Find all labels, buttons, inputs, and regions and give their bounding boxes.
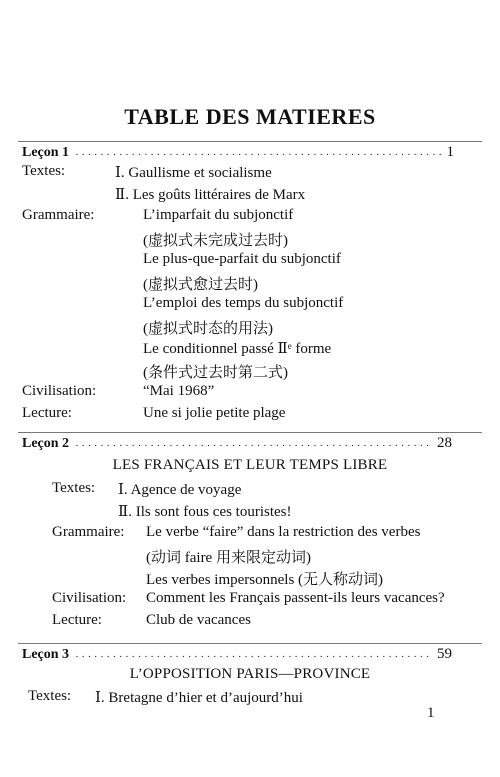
page-number: 1 <box>427 705 435 721</box>
lesson-1-civilisation: “Mai 1968” <box>143 383 215 399</box>
lesson-1-grammar-3: Le plus-que-parfait du subjonctif <box>143 251 341 267</box>
civilisation-label: Civilisation: <box>22 383 97 399</box>
lesson-3-text-1: Ⅰ. Bretagne d’hier et d’aujourd’hui <box>95 690 303 706</box>
lesson-2-heading <box>22 432 452 452</box>
leader-dots <box>75 440 431 452</box>
lesson-3-heading <box>22 643 452 663</box>
lesson-3-subtitle: L’OPPOSITION PARIS—PROVINCE <box>129 666 371 682</box>
lesson-2-grammar-3: Les verbes impersonnels (无人称动词) <box>146 572 384 588</box>
lesson-2-page: 28 <box>437 435 452 451</box>
lesson-3-name: Leçon 3 <box>22 647 70 662</box>
lesson-1-text-2: Ⅱ. Les goûts littéraires de Marx <box>115 187 306 203</box>
lesson-2-text-1: Ⅰ. Agence de voyage <box>118 482 242 498</box>
grammaire-label: Grammaire: <box>52 524 125 540</box>
lesson-1-grammar-8: (条件式过去时第二式) <box>143 365 288 381</box>
lesson-1-grammar-2: (虚拟式未完成过去时) <box>143 233 288 249</box>
textes-label: Textes: <box>22 163 66 179</box>
lesson-2-civilisation: Comment les Français passent-ils leurs vacances? <box>146 590 445 606</box>
lesson-1-heading <box>22 141 454 161</box>
lesson-2-grammar-1: Le verbe “faire” dans la restriction des verbes <box>146 524 421 540</box>
lesson-1-text-1: Ⅰ. Gaullisme et socialisme <box>115 165 272 181</box>
lesson-1-grammar-4: (虚拟式愈过去时) <box>143 277 258 293</box>
lesson-2-text-2: Ⅱ. Ils sont fous ces touristes! <box>118 504 292 520</box>
lesson-2-lecture: Club de vacances <box>146 612 251 628</box>
leader-dots <box>75 651 431 663</box>
lesson-3-page: 59 <box>437 646 452 662</box>
lesson-1-grammar-1: L’imparfait du subjonctif <box>143 207 294 223</box>
lesson-1-page: 1 <box>446 144 454 160</box>
lesson-2-name: Leçon 2 <box>22 436 70 451</box>
lesson-1-grammar-5: L’emploi des temps du subjonctif <box>143 295 344 311</box>
lesson-1-lecture: Une si jolie petite plage <box>143 405 286 421</box>
lesson-1-grammar-6: (虚拟式时态的用法) <box>143 321 273 337</box>
lecture-label: Lecture: <box>52 612 102 628</box>
lesson-2-grammar-2: (动词 faire 用来限定动词) <box>146 550 311 566</box>
lesson-1-name: Leçon 1 <box>22 145 70 160</box>
lecture-label: Lecture: <box>22 405 72 421</box>
civilisation-label: Civilisation: <box>52 590 127 606</box>
lesson-1-grammar-7: Le conditionnel passé Ⅱᵉ forme <box>143 341 332 357</box>
page-title: TABLE DES MATIERES <box>124 104 376 129</box>
lesson-2-subtitle: LES FRANÇAIS ET LEUR TEMPS LIBRE <box>112 457 388 473</box>
textes-label: Textes: <box>52 480 96 496</box>
grammaire-label: Grammaire: <box>22 207 95 223</box>
leader-dots <box>75 149 440 161</box>
textes-label: Textes: <box>28 688 72 704</box>
